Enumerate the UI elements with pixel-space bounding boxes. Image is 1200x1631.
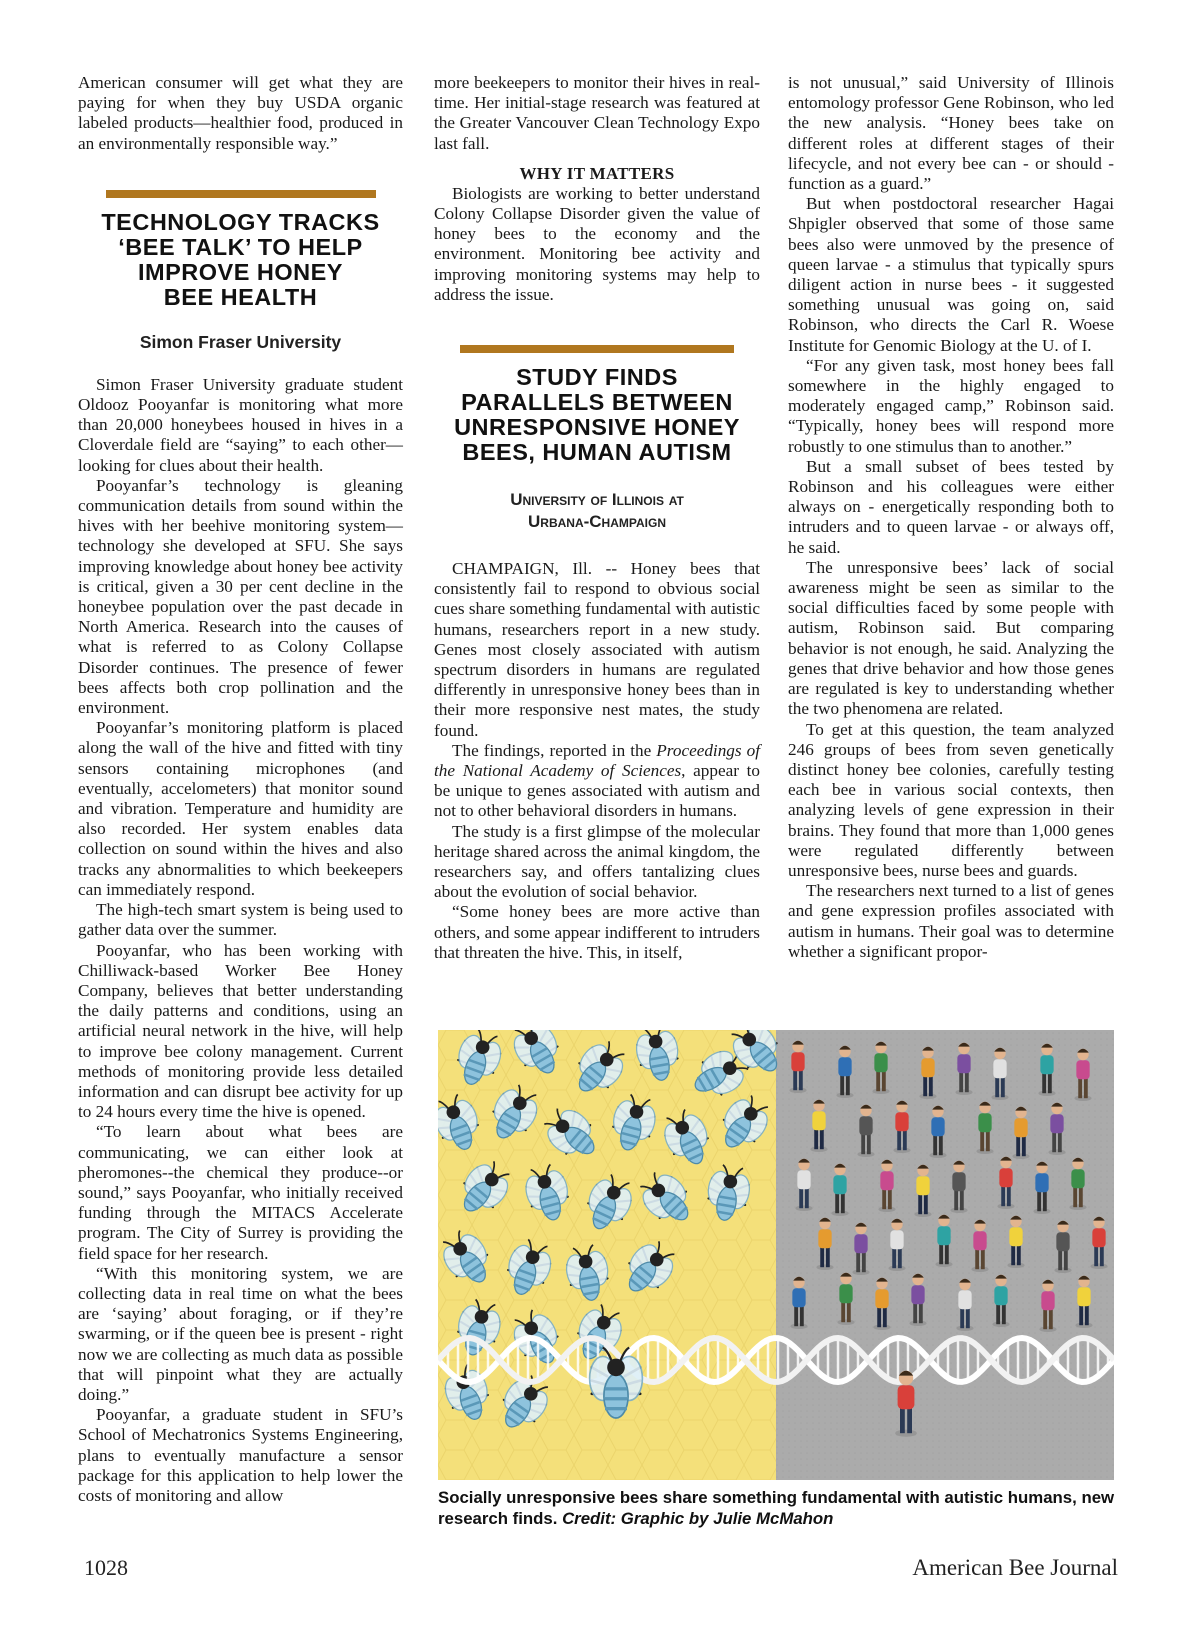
body-paragraph: Simon Fraser University graduate student Oldooz Pooyanfar is monitoring what more than 20,000 honeybees housed in hives in a Cloverdale field are “saying” to each other—looking for clues about their health. xyxy=(78,374,403,475)
byline-line: Urbana-Champaign xyxy=(528,512,666,532)
byline: Simon Fraser University xyxy=(139,331,342,352)
column-2 xyxy=(434,73,760,963)
column-1 xyxy=(78,73,403,1506)
headline-rule xyxy=(106,190,376,198)
caption-credit: Credit: Graphic by Julie McMahon xyxy=(562,1509,834,1528)
continued-text: American consumer will get what they are paying for when they buy USDA organic labeled products—healthier food, produced in an environmentally responsible way.” xyxy=(78,73,403,153)
journal-title: American Bee Journal xyxy=(912,1555,1118,1580)
column-3 xyxy=(788,73,1114,962)
continued-text: more beekeepers to monitor their hives in real-time. Her initial-stage research was featured at the Greater Vancouver Clean Technology Expo last fall. xyxy=(434,73,760,153)
headline-line: TECHNOLOGY TRACKS xyxy=(101,208,380,235)
headline-line: STUDY FINDS xyxy=(516,364,678,391)
article-headline xyxy=(434,365,760,465)
body-paragraph: To get at this question, the team analyzed 246 groups of bees from seven genetically distinct honey bee colonies, carefully testing each bee in various social contexts, then analyzing levels of gene expression in their brains. They found that more than 1,000 genes were regulated differently between unresponsive bees, nurse bees and guards. xyxy=(788,719,1114,880)
headline-line: IMPROVE HONEY xyxy=(138,258,343,285)
headline-line: UNRESPONSIVE HONEY xyxy=(454,414,740,441)
byline-line: University of Illinois at xyxy=(510,490,684,510)
body-paragraph: The researchers next turned to a list of genes and gene expression profiles associated with autism in humans. Their goal was to determine whether a significant propor- xyxy=(788,881,1114,961)
body-paragraph: But a small subset of bees tested by Robinson and his colleagues were either always on - energetically responding both to intruders and to queen larvae - or always off, he said. xyxy=(788,456,1114,557)
headline-line: BEES, HUMAN AUTISM xyxy=(462,439,732,466)
why-it-matters-text: Biologists are working to better understand Colony Collapse Disorder given the value of honey bees to the economy and the environment. Monitoring bee activity and improving monitoring systems may help to address the issue. xyxy=(434,183,760,304)
body-paragraph: “For any given task, most honey bees fall somewhere in the highly engaged to moderately engaged camp,” Robinson said. “Typically, honey bees will respond more robustly to one stimulus than to another.” xyxy=(788,355,1114,456)
honeycomb-pattern xyxy=(438,1030,776,1480)
body-paragraph: The study is a first glimpse of the molecular heritage shared across the animal kingdom, the researchers say, and offers tantalizing clues about the evolution of social behavior. xyxy=(434,821,760,902)
body-paragraph: The unresponsive bees’ lack of social awareness might be seen as similar to the social difficulties faced by some people with autism, Robinson said. But comparing behavior is not enough, he said. Analyzing the genes that drive behavior and how those genes are regulated is key to understanding whether the two phenomena are related. xyxy=(788,557,1114,719)
headline-line: PARALLELS BETWEEN xyxy=(461,389,733,416)
article-headline xyxy=(78,210,403,310)
body-paragraph: The high-tech smart system is being used to gather data over the summer. xyxy=(78,900,403,940)
headline-line: ‘BEE TALK’ TO HELP xyxy=(118,233,363,260)
body-paragraph xyxy=(434,741,760,822)
body-paragraph: CHAMPAIGN, Ill. -- Honey bees that consistently fail to respond to obvious social cues share something fundamental with autistic humans, researchers report in a new study. Genes most closely associated with autism spectrum disorders in humans are regulated differently in unresponsive honey bees than in their more responsive nest mates, the study found. xyxy=(434,559,761,740)
body-paragraph: “Some honey bees are more active than others, and some appear indifferent to intruders that threaten the hive. This, in itself, xyxy=(434,902,760,962)
why-it-matters-heading: WHY IT MATTERS xyxy=(519,163,675,183)
body-paragraph: But when postdoctoral researcher Hagai Shpigler observed that some of those same bees also were unmoved by the presence of queen larvae - a stimulus that typically spurs diligent action in nurse bees - it suggested something unusual was going on, said Robinson, who directs the Carl R. Woese Institute for Genomic Biology at the U. of I. xyxy=(788,194,1114,355)
body-paragraph: Pooyanfar’s technology is gleaning communication details from sound within the hives with her beehive monitoring system—technology she developed at SFU. She says improving knowledge about honey bee activity is critical, given a 30 per cent decline in the honeybee population over the past decade in North America. Research into the causes of what is referred to as Colony Collapse Disorder continues. The presence of fewer bees affects both crop pollination and the environment. xyxy=(78,475,403,718)
body-paragraph: Pooyanfar’s monitoring platform is placed along the wall of the hive and fitted with tiny sensors containing microphones (and eventually, accelometers) that monitor sound and vibration. Temperature and humidity are also recorded. Her system enables data collection on sound within the hives and also tracks any abnormalities to which beekeepers can immediately respond. xyxy=(78,718,403,899)
journal-name: Proceedings of the National Academy of Sciences xyxy=(434,740,760,781)
text-run: The findings, reported in the xyxy=(452,740,657,760)
headline-rule xyxy=(460,345,734,353)
body-paragraph: Pooyanfar, who has been working with Chilliwack-based Worker Bee Honey Company, believes that better understanding the daily patterns and conditions, using an artificial neural network in the hive, will help to improve bee colony management. Current methods of monitoring provide less detailed information and can disrupt bee activity for up to 24 hours every time the hive is opened. xyxy=(78,940,403,1122)
headline-line: BEE HEALTH xyxy=(163,283,318,310)
caption-text: Socially unresponsive bees share something fundamental with autistic humans, new research finds. xyxy=(438,1488,1115,1528)
byline xyxy=(434,489,760,533)
figure-caption xyxy=(438,1487,1118,1529)
body-paragraph: “With this monitoring system, we are collecting data in real time on what the bees are ‘saying’ about foraging, or if they’re swarming, or if the queen bee is present - right now we are collecting as much data as possible that will pinpoint what they are actually doing.” xyxy=(78,1263,403,1404)
body-paragraph: Pooyanfar, a graduate student in SFU’s School of Mechatronics Systems Engineering, plans to eventually manufacture a sensor package for this application to help lower the costs of monitoring and allow xyxy=(78,1405,403,1505)
text-run: , appear to be unique to genes associated with autism and not to other behavioral disorders in humans. xyxy=(434,761,761,821)
body-paragraph: “To learn about what bees are communicating, we can either look at pheromones--the chemical they produce--or sound,” says Pooyanfar, who initially received funding through the MITACS Accelerate program. The City of Surrey is providing the field space for her research. xyxy=(78,1122,403,1263)
page-number: 1028 xyxy=(84,1555,128,1580)
article-illustration xyxy=(438,1030,1114,1480)
continued-text: is not unusual,” said University of Illinois entomology professor Gene Robinson, who led the new analysis. “Honey bees take on different roles at different stages of their lifecycle, and not every bee can - or should - function as a guard.” xyxy=(788,73,1114,194)
bees-and-people-graphic xyxy=(438,1030,1114,1480)
